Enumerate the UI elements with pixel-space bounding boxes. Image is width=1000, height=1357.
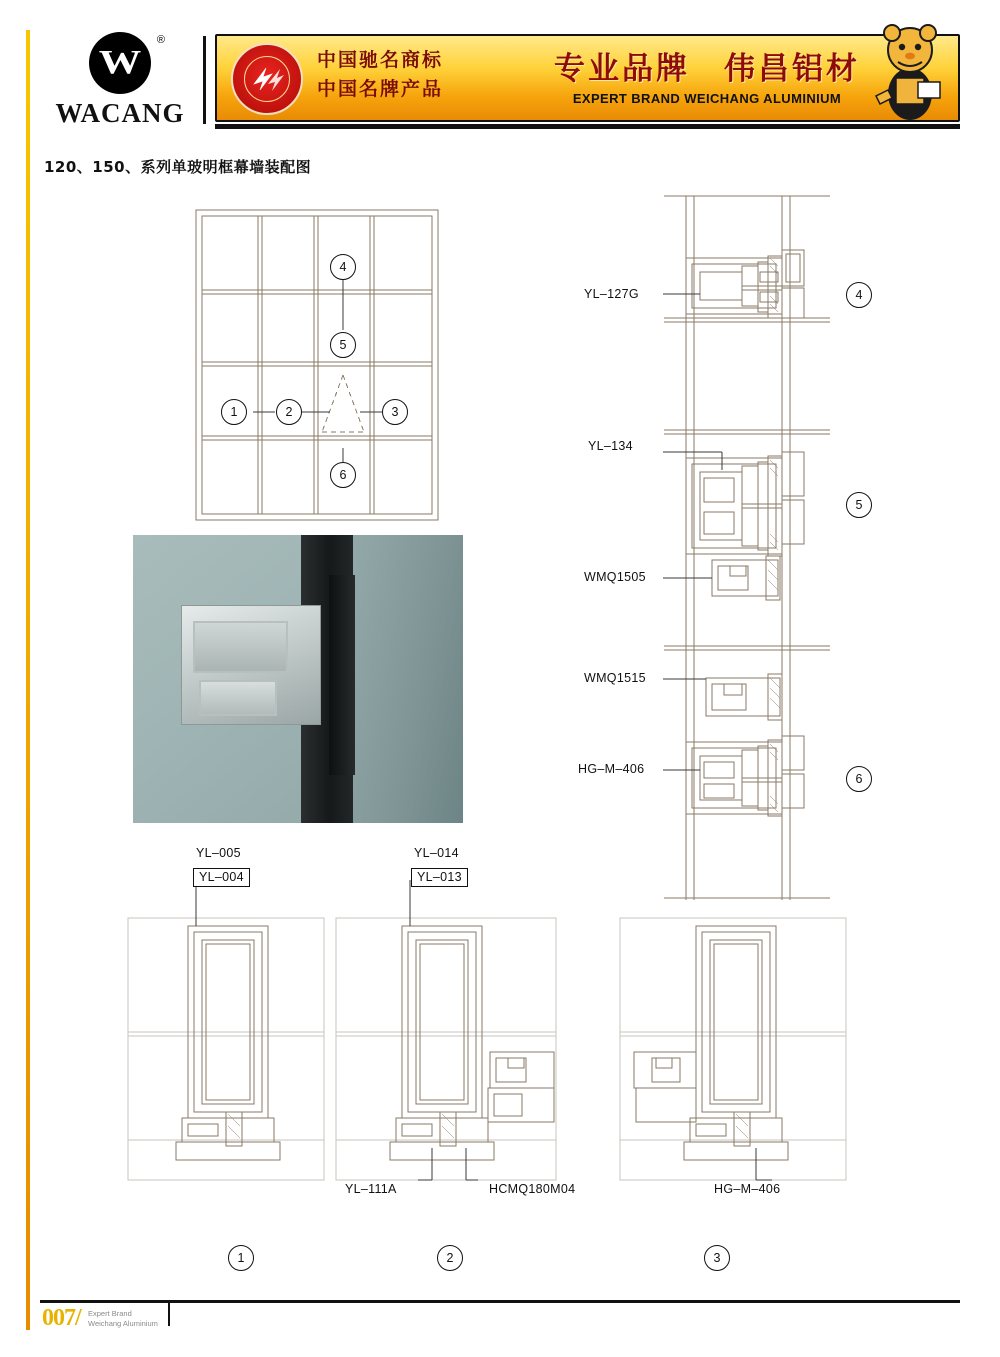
elevation-grid — [196, 210, 438, 520]
banner-main-cn: 专业品牌 伟昌铝材 — [554, 51, 860, 87]
photo-vertical-mullion — [329, 575, 355, 775]
label-hcmq180m04: HCMQ180M04 — [489, 1182, 576, 1196]
detail-plan-1 — [128, 880, 324, 1180]
photo-wall — [353, 535, 463, 823]
page-number: 007/ — [42, 1305, 81, 1331]
detail-plan-2 — [336, 880, 556, 1180]
footer-brand-en — [88, 1309, 158, 1329]
label-wmq1505: WMQ1505 — [584, 570, 646, 584]
registered-icon: ® — [156, 33, 165, 46]
page-title: 120、150、系列单玻明框幕墙装配图 — [44, 158, 312, 176]
footer-en-line1: Expert Brand — [88, 1309, 132, 1318]
label-yl111a: YL–111A — [345, 1182, 397, 1196]
label-hgm406-right: HG–M–406 — [578, 762, 645, 776]
section-bubble-6[interactable]: 6 — [846, 766, 872, 792]
plan-bubble-2[interactable]: 2 — [437, 1245, 463, 1271]
detail-section-6 — [663, 674, 804, 816]
plan-bubble-3[interactable]: 3 — [704, 1245, 730, 1271]
elevation-callout-1[interactable]: 1 — [221, 399, 247, 425]
label-yl004: YL–004 — [193, 868, 250, 887]
plan-bubble-1[interactable]: 1 — [228, 1245, 254, 1271]
elevation-callout-2[interactable]: 2 — [276, 399, 302, 425]
section-bubble-5[interactable]: 5 — [846, 492, 872, 518]
product-photo — [133, 535, 463, 823]
detail-plan-3 — [620, 918, 846, 1180]
label-yl014: YL–014 — [414, 846, 459, 860]
elevation-callout-4[interactable]: 4 — [330, 254, 356, 280]
right-section-column — [663, 196, 830, 900]
label-yl005: YL–005 — [196, 846, 241, 860]
elevation-callout-5[interactable]: 5 — [330, 332, 356, 358]
footer-en-line2: Weichang Aluminium — [88, 1319, 158, 1329]
logo-letter: W — [98, 43, 142, 81]
detail-section-5 — [663, 452, 804, 600]
label-yl013: YL–013 — [411, 868, 468, 887]
banner-cn-line2: 中国名牌产品 — [317, 77, 444, 100]
photo-profile-chamber-lower — [199, 680, 277, 716]
section-bubble-4[interactable]: 4 — [846, 282, 872, 308]
brand-name: WACANG — [55, 97, 185, 128]
elevation-callout-6[interactable]: 6 — [330, 462, 356, 488]
banner-cn-line1: 中国驰名商标 — [317, 49, 444, 71]
label-hgm406-bottom: HG–M–406 — [714, 1182, 781, 1196]
photo-profile-chamber-upper — [193, 621, 288, 673]
elevation-callout-3[interactable]: 3 — [382, 399, 408, 425]
detail-section-4 — [663, 250, 804, 318]
footer-rule — [40, 1300, 960, 1303]
banner-main-en: EXPERT BRAND WEICHANG ALUMINIUM — [572, 91, 842, 106]
bottom-sections — [128, 880, 846, 1180]
label-wmq1515: WMQ1515 — [584, 671, 646, 685]
label-yl134: YL–134 — [588, 439, 633, 453]
footer-tick — [168, 1300, 170, 1326]
label-yl127g: YL–127G — [584, 287, 639, 301]
